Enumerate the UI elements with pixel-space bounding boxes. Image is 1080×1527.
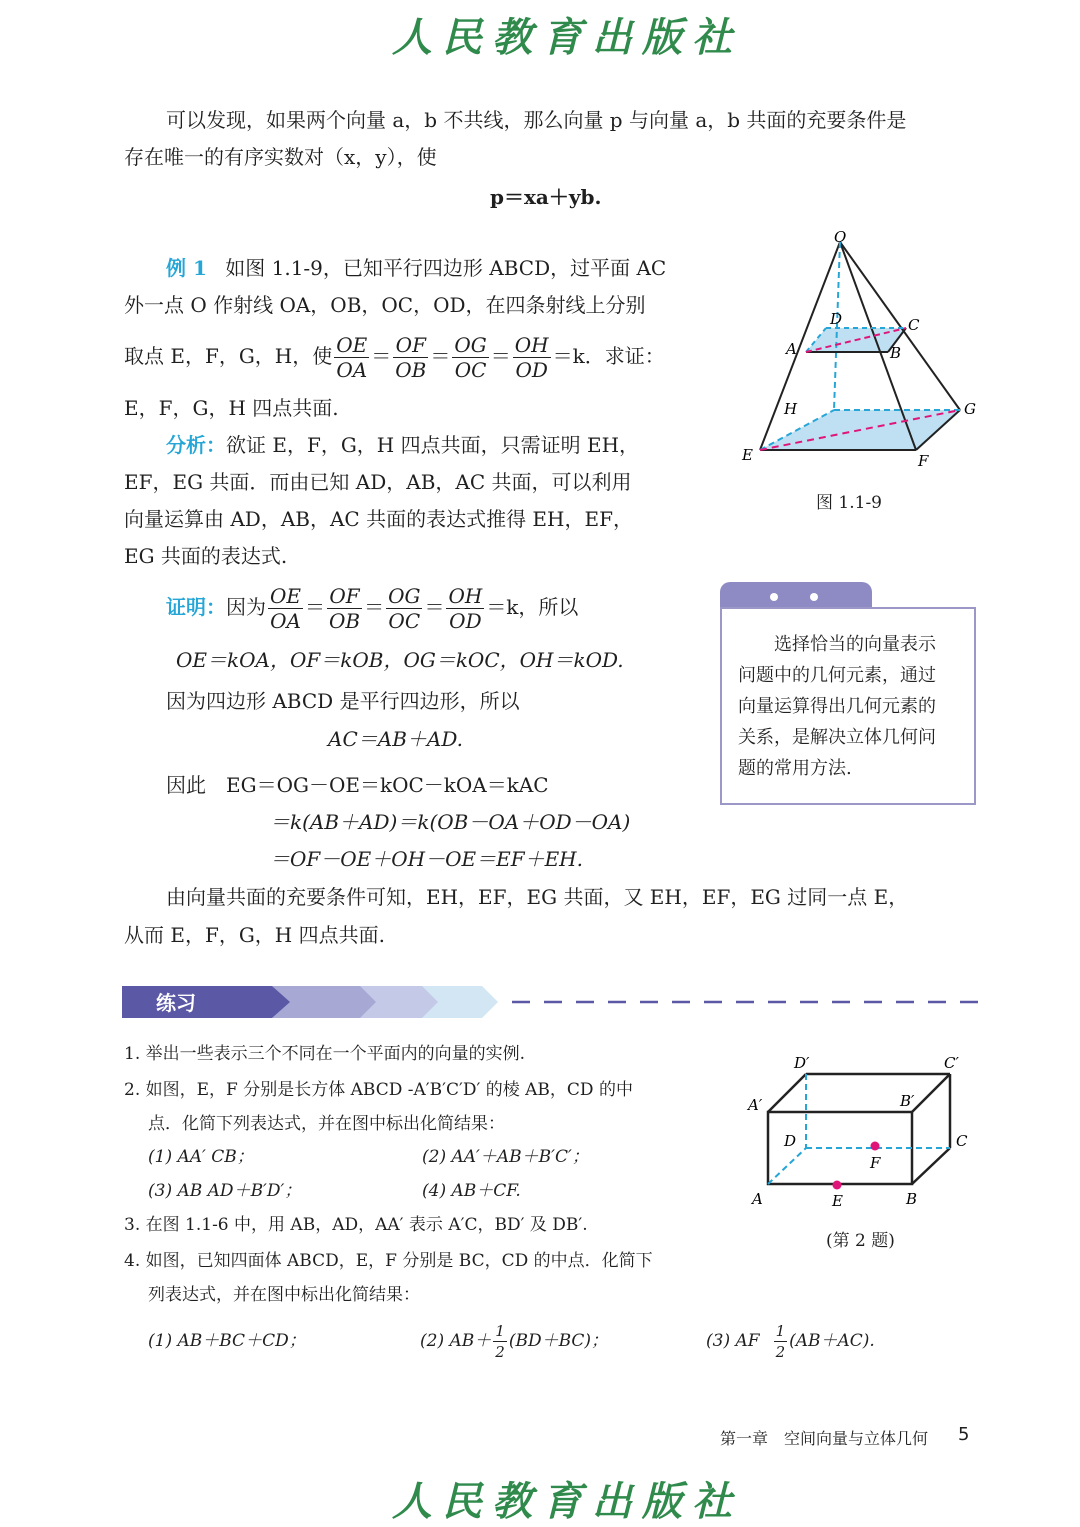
analysis-label: 分析： xyxy=(166,433,226,457)
proof-line-2: OE＝kOA，OF＝kOB，OG＝kOC，OH＝kOD. xyxy=(176,648,624,672)
exercise-q4-item-1: (1) AB＋BC＋CD； xyxy=(148,1331,306,1351)
conclusion-line-1: 由向量共面的充要条件可知，EH，EF，EG 共面，又 EH，EF，EG 过同一点 E， xyxy=(166,885,909,909)
analysis-line-4: EG 共面的表达式. xyxy=(124,544,288,568)
label-d: D xyxy=(784,1132,797,1150)
intro-line-2: 存在唯一的有序实数对（x，y），使 xyxy=(124,145,437,169)
example-text-3a: 取点 E，F，G，H，使 xyxy=(124,344,333,368)
analysis-line-1 xyxy=(166,426,639,464)
label-b: B xyxy=(906,1190,918,1208)
half-fraction: $\frac{1}{2}$ xyxy=(495,1322,505,1361)
label-a: A xyxy=(786,340,797,358)
proof-fraction-oe-oa: $\frac{OE}{OA}$ xyxy=(270,584,301,633)
note-dot-icon xyxy=(770,593,778,601)
exercise-q2-item-3: (3) AB AD＋B′D′； xyxy=(148,1181,302,1201)
exercise-q2-item-4: (4) AB＋CF. xyxy=(422,1181,521,1201)
exercise-q2-line-1: 2. 如图，E，F 分别是长方体 ABCD -A′B′C′D′ 的棱 AB，CD 的中 xyxy=(124,1080,633,1100)
exercise-q4-item-2: (2) AB＋ $\frac{1}{2}$ (BD＋BC)； xyxy=(420,1322,609,1361)
exercise-banner xyxy=(122,986,982,1018)
formula: p＝xa＋yb. xyxy=(490,185,602,209)
chapter-title: 第一章 空间向量与立体几何 xyxy=(720,1429,929,1448)
exercise-q1: 1. 举出一些表示三个不同在一个平面内的向量的实例. xyxy=(124,1044,526,1064)
fraction-oh-od: $\frac{OH}{OD}$ xyxy=(514,333,549,382)
proof-fraction-of-ob: $\frac{OF}{OB}$ xyxy=(329,584,361,633)
example-line-2: 外一点 O 作射线 OA，OB，OC，OD，在四条射线上分别 xyxy=(124,293,646,317)
exercise-q4-line-1: 4. 如图，已知四面体 ABCD，E，F 分别是 BC，CD 的中点．化简下 xyxy=(124,1251,653,1271)
label-o: O xyxy=(834,228,847,246)
point-f xyxy=(871,1142,880,1151)
proof-line-1: 证明：因为 $\frac{OE}{OA}$ ＝ $\frac{OF}{OB}$ ＝ $\frac{OG}{OC}$ ＝ $\frac{OH}{OD}$ ＝k，所以 xyxy=(166,584,579,633)
note-line-3: 向量运算得出几何元素的 xyxy=(738,696,936,717)
label-h: H xyxy=(784,400,798,418)
label-b: B xyxy=(890,344,902,362)
proof-fraction-og-oc: $\frac{OG}{OC}$ xyxy=(388,584,421,633)
publisher-logo-bottom: 人民教育出版社 xyxy=(392,1478,742,1525)
note-line-2: 问题中的几何元素，通过 xyxy=(738,665,936,686)
proof-text-1a: 因为 xyxy=(226,595,266,619)
exercise-q3: 3. 在图 1.1-6 中，用 AB，AD，AA′ 表示 A′C，BD′ 及 DB′. xyxy=(124,1215,588,1235)
proof-label: 证明： xyxy=(166,595,226,619)
exercise-q2-item-2: (2) AA′＋AB＋B′C′； xyxy=(422,1147,589,1167)
note-box xyxy=(720,607,976,805)
example-text-3b: ＝k．求证： xyxy=(552,344,665,368)
figure-caption: 图 1.1-9 xyxy=(816,493,882,513)
exercise-q4-item-3: (3) AF $\frac{1}{2}$ (AB＋AC). xyxy=(706,1322,875,1361)
label-c-prime: C′ xyxy=(944,1054,959,1072)
example-label: 例 1 xyxy=(166,256,207,280)
proof-text-1b: ＝k，所以 xyxy=(486,595,579,619)
label-e: E xyxy=(742,446,753,464)
proof-fraction-oh-od: $\frac{OH}{OD}$ xyxy=(448,584,483,633)
publisher-logo: 人民教育出版社 xyxy=(392,14,742,61)
exercise-q2-item-1: (1) AA′ CB； xyxy=(148,1147,254,1167)
proof-line-5: 因此 EG＝OG－OE＝kOC－kOA＝kAC xyxy=(166,773,549,797)
label-a: A xyxy=(752,1190,763,1208)
edge-og xyxy=(840,242,960,410)
label-f: F xyxy=(870,1154,881,1172)
half-fraction: $\frac{1}{2}$ xyxy=(775,1322,786,1361)
label-f: F xyxy=(918,452,929,470)
proof-line-3: 因为四边形 ABCD 是平行四边形，所以 xyxy=(166,689,520,713)
point-e xyxy=(833,1181,842,1190)
conclusion-line-2: 从而 E，F，G，H 四点共面. xyxy=(124,923,385,947)
analysis-line-3: 向量运算由 AD，AB，AC 共面的表达式推得 EH，EF， xyxy=(124,507,633,531)
label-d-prime: D′ xyxy=(794,1054,810,1072)
pyramid-figure xyxy=(730,228,990,478)
example-line-4: E，F，G，H 四点共面. xyxy=(124,396,339,420)
analysis-line-2: EF，EG 共面．而由已知 AD，AB，AC 共面，可以利用 xyxy=(124,470,632,494)
label-c: C xyxy=(908,316,920,334)
exercise-q2-line-2: 点．化简下列表达式，并在图中标出化简结果： xyxy=(148,1114,505,1134)
proof-line-4: AC＝AB＋AD. xyxy=(328,727,464,751)
fraction-oe-oa: $\frac{OE}{OA}$ xyxy=(336,333,368,382)
exercise-q4-line-2: 列表达式，并在图中标出化简结果： xyxy=(148,1285,420,1305)
figure-2-caption: (第 2 题) xyxy=(826,1231,895,1251)
label-a-prime: A′ xyxy=(748,1096,763,1114)
proof-line-6: ＝k(AB＋AD)＝k(OB－OA＋OD－OA) xyxy=(270,810,631,834)
example-line-1 xyxy=(166,249,666,287)
page-number: 5 xyxy=(958,1424,970,1445)
fraction-og-oc: $\frac{OG}{OC}$ xyxy=(454,333,487,382)
example-line-3: 取点 E，F，G，H，使 $\frac{OE}{OA}$ ＝ $\frac{OF}{OB}$ ＝ $\frac{OG}{OC}$ ＝ $\frac{OH}{OD}$ ＝k．求证： xyxy=(124,333,665,382)
label-b-prime: B′ xyxy=(900,1092,915,1110)
note-line-4: 关系，是解决立体几何问 xyxy=(738,727,936,748)
fraction-of-ob: $\frac{OF}{OB}$ xyxy=(395,333,427,382)
intro-line-1: 可以发现，如果两个向量 a，b 不共线，那么向量 p 与向量 a，b 共面的充要条件是 xyxy=(166,108,907,132)
analysis-text-1: 欲证 E，F，G，H 四点共面，只需证明 EH， xyxy=(226,433,640,457)
cuboid-figure xyxy=(740,1048,980,1218)
note-line-5: 题的常用方法. xyxy=(738,758,852,779)
exercise-title: 练习 xyxy=(156,991,196,1015)
label-g: G xyxy=(964,400,976,418)
note-dot-icon xyxy=(810,593,818,601)
label-d: D xyxy=(830,310,843,328)
proof-line-7: ＝OF－OE＋OH－OE＝EF＋EH. xyxy=(270,847,583,871)
example-text-1: 如图 1.1-9，已知平行四边形 ABCD，过平面 AC xyxy=(225,256,667,280)
label-c: C xyxy=(956,1132,968,1150)
note-line-1: 选择恰当的向量表示 xyxy=(774,634,936,655)
label-e: E xyxy=(832,1192,843,1210)
